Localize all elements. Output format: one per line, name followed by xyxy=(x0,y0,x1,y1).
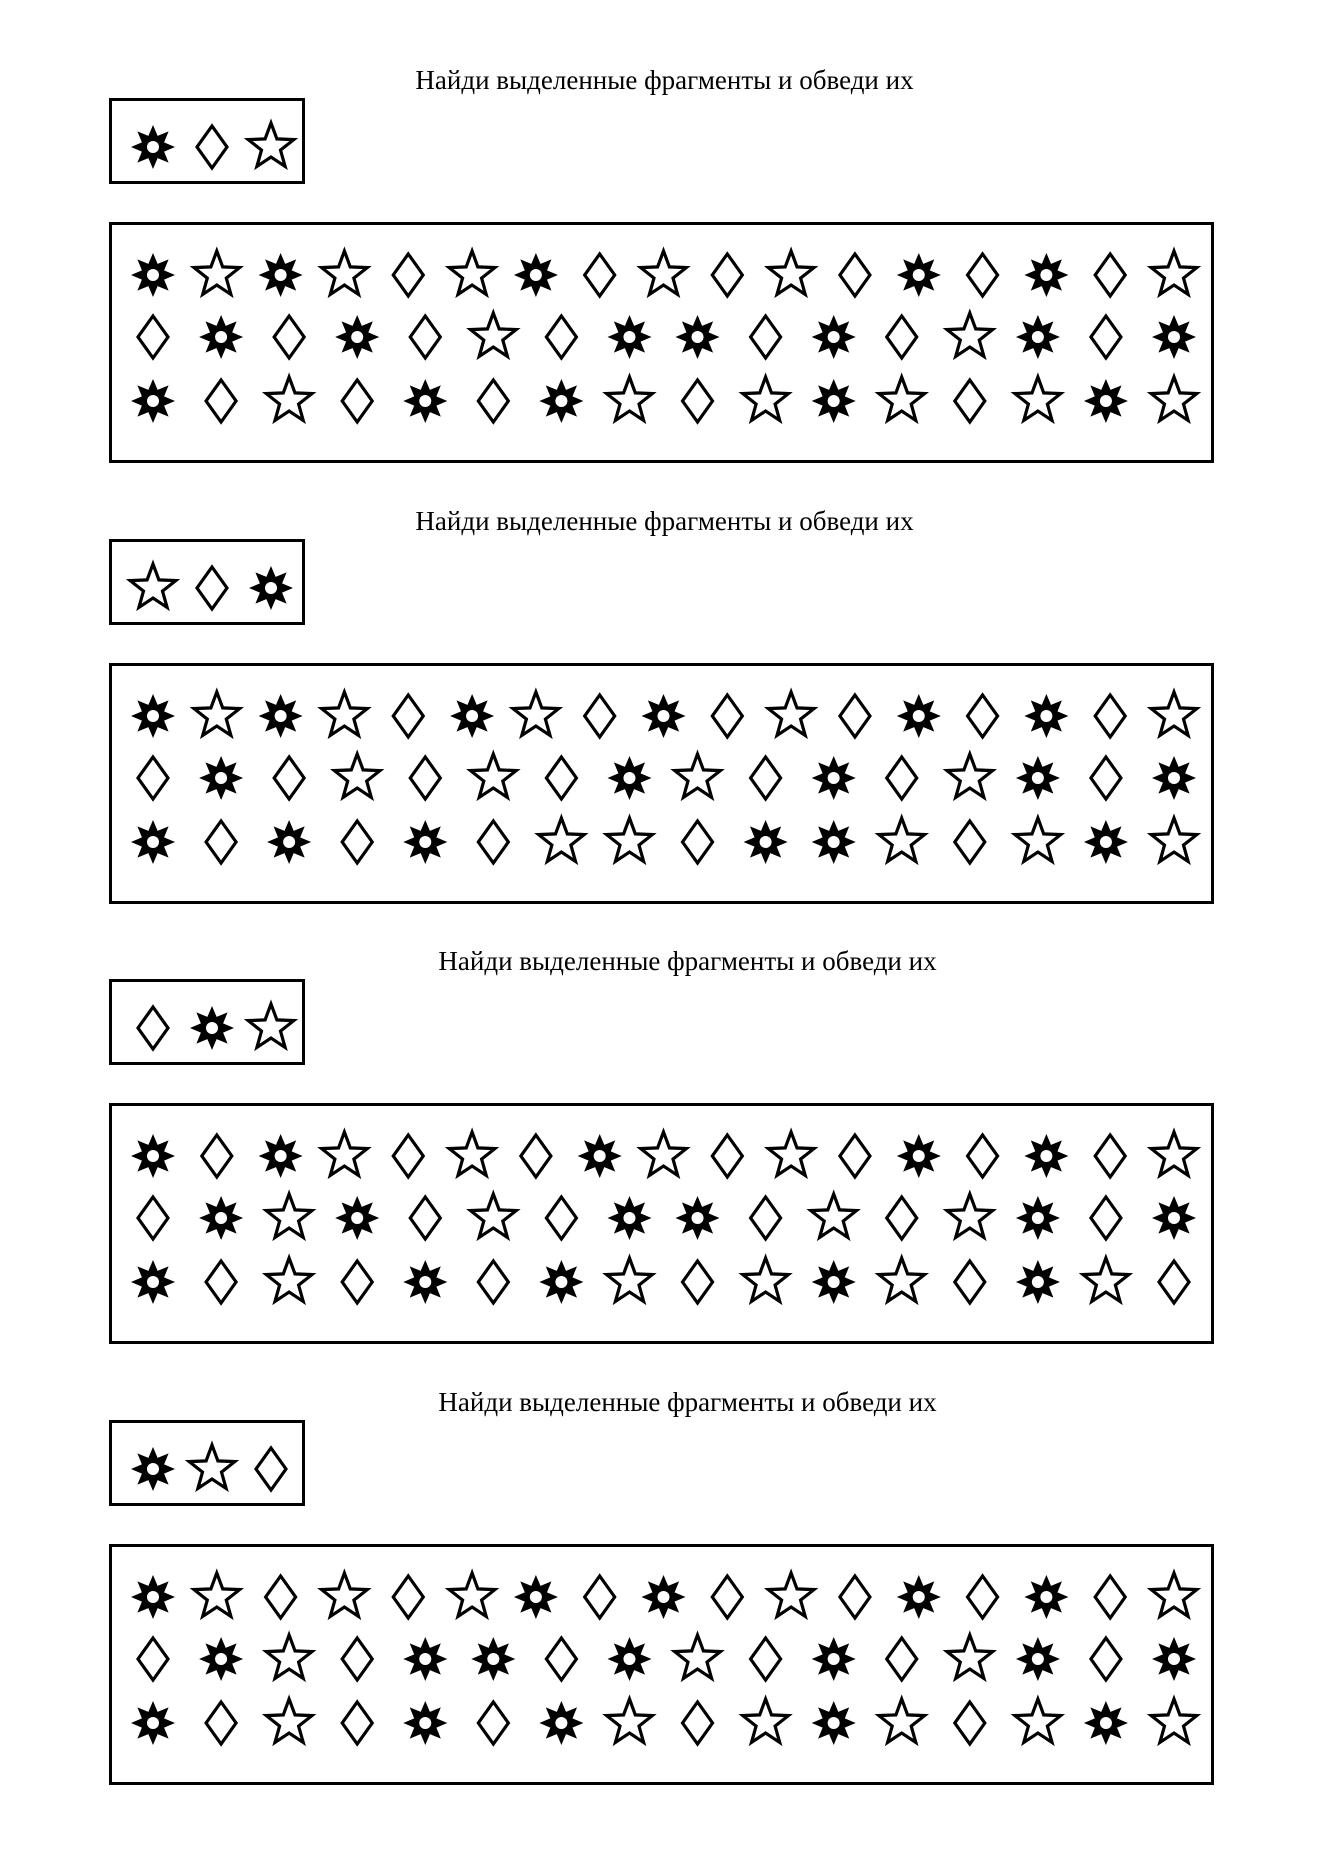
flower-icon xyxy=(744,820,788,864)
flower-icon xyxy=(897,253,941,297)
flower-icon xyxy=(514,1575,558,1619)
diamond-icon xyxy=(712,695,742,737)
diamond-icon xyxy=(1091,1197,1121,1239)
star-icon xyxy=(1015,818,1061,861)
flower-icon xyxy=(131,1260,175,1304)
flower-icon xyxy=(897,1575,941,1619)
diamond-icon xyxy=(1091,316,1121,358)
diamond-icon xyxy=(751,1638,781,1680)
diamond-icon xyxy=(197,567,227,609)
flower-icon xyxy=(335,1196,379,1240)
diamond-icon xyxy=(393,695,423,737)
exercise-symbols xyxy=(0,64,1329,504)
star-icon xyxy=(130,564,176,607)
star-icon xyxy=(248,123,294,166)
diamond-icon xyxy=(206,380,236,422)
flower-icon xyxy=(131,1701,175,1745)
flower-icon xyxy=(335,315,379,359)
exercise-title: Найди выделенные фрагменты и обведи их xyxy=(438,946,937,976)
star-icon xyxy=(1015,1699,1061,1742)
diamond-icon xyxy=(585,1576,615,1618)
exercise-title: Найди выделенные фрагменты и обведи их xyxy=(415,65,914,95)
diamond-icon xyxy=(521,1135,551,1177)
flower-icon xyxy=(403,820,447,864)
diamond-icon xyxy=(585,254,615,296)
flower-icon xyxy=(608,1196,652,1240)
star-icon xyxy=(194,692,240,735)
diamond-icon xyxy=(887,1197,917,1239)
diamond-icon xyxy=(342,1638,372,1680)
flower-icon xyxy=(897,694,941,738)
star-icon xyxy=(1083,1258,1129,1301)
diamond-icon xyxy=(712,1135,742,1177)
star-icon xyxy=(879,1699,925,1742)
flower-icon xyxy=(1016,1260,1060,1304)
flower-icon xyxy=(403,1260,447,1304)
flower-icon xyxy=(249,566,293,610)
exercise-symbols xyxy=(0,945,1329,1385)
flower-icon xyxy=(608,315,652,359)
flower-icon xyxy=(190,1006,234,1050)
flower-icon xyxy=(131,253,175,297)
diamond-icon xyxy=(751,757,781,799)
star-icon xyxy=(539,818,585,861)
diamond-icon xyxy=(546,1197,576,1239)
diamond-icon xyxy=(1091,1638,1121,1680)
diamond-icon xyxy=(266,1576,296,1618)
diamond-icon xyxy=(202,1135,232,1177)
diamond-icon xyxy=(410,1197,440,1239)
flower-icon xyxy=(131,820,175,864)
flower-icon xyxy=(812,820,856,864)
star-icon xyxy=(449,251,495,294)
diamond-icon xyxy=(138,757,168,799)
flower-icon xyxy=(642,1575,686,1619)
flower-icon xyxy=(1152,1637,1196,1681)
star-icon xyxy=(947,1194,993,1237)
star-icon xyxy=(641,251,687,294)
flower-icon xyxy=(1084,1701,1128,1745)
diamond-icon xyxy=(410,316,440,358)
diamond-icon xyxy=(1095,695,1125,737)
exercise-4 xyxy=(0,1386,1329,1826)
flower-icon xyxy=(514,253,558,297)
flower-icon xyxy=(578,1134,622,1178)
flower-icon xyxy=(1016,1196,1060,1240)
diamond-icon xyxy=(478,1702,508,1744)
diamond-icon xyxy=(683,380,713,422)
flower-icon xyxy=(1084,379,1128,423)
diamond-icon xyxy=(206,1702,236,1744)
diamond-icon xyxy=(683,821,713,863)
diamond-icon xyxy=(1091,757,1121,799)
diamond-icon xyxy=(478,1261,508,1303)
diamond-icon xyxy=(1095,254,1125,296)
star-icon xyxy=(449,1573,495,1616)
star-icon xyxy=(641,1132,687,1175)
flower-icon xyxy=(1016,315,1060,359)
flower-icon xyxy=(199,756,243,800)
flower-icon xyxy=(812,379,856,423)
star-icon xyxy=(322,1573,368,1616)
star-icon xyxy=(1151,251,1197,294)
diamond-icon xyxy=(751,1197,781,1239)
star-icon xyxy=(266,1258,312,1301)
star-icon xyxy=(266,1635,312,1678)
star-icon xyxy=(947,313,993,356)
diamond-icon xyxy=(968,254,998,296)
diamond-icon xyxy=(342,1702,372,1744)
star-icon xyxy=(879,818,925,861)
diamond-icon xyxy=(585,695,615,737)
diamond-icon xyxy=(206,821,236,863)
diamond-icon xyxy=(138,1007,168,1049)
flower-icon xyxy=(403,379,447,423)
flower-icon xyxy=(608,1637,652,1681)
star-icon xyxy=(322,251,368,294)
star-icon xyxy=(266,1194,312,1237)
flower-icon xyxy=(676,1196,720,1240)
flower-icon xyxy=(403,1701,447,1745)
flower-icon xyxy=(812,315,856,359)
flower-icon xyxy=(267,820,311,864)
flower-icon xyxy=(1024,694,1068,738)
diamond-icon xyxy=(206,1261,236,1303)
star-icon xyxy=(266,377,312,420)
flower-icon xyxy=(131,1575,175,1619)
star-icon xyxy=(743,377,789,420)
diamond-icon xyxy=(683,1702,713,1744)
diamond-icon xyxy=(410,757,440,799)
diamond-icon xyxy=(138,316,168,358)
star-icon xyxy=(194,1573,240,1616)
flower-icon xyxy=(539,1701,583,1745)
diamond-icon xyxy=(393,1135,423,1177)
flower-icon xyxy=(539,1260,583,1304)
star-icon xyxy=(947,754,993,797)
star-icon xyxy=(471,754,517,797)
diamond-icon xyxy=(546,757,576,799)
star-icon xyxy=(322,1132,368,1175)
star-icon xyxy=(189,1445,235,1488)
flower-icon xyxy=(259,253,303,297)
flower-icon xyxy=(812,756,856,800)
flower-icon xyxy=(403,1637,447,1681)
star-icon xyxy=(449,1132,495,1175)
diamond-icon xyxy=(840,1576,870,1618)
flower-icon xyxy=(812,1701,856,1745)
flower-icon xyxy=(1024,253,1068,297)
star-icon xyxy=(607,818,653,861)
flower-icon xyxy=(1084,820,1128,864)
diamond-icon xyxy=(887,757,917,799)
flower-icon xyxy=(812,1260,856,1304)
exercise-symbols xyxy=(0,505,1329,945)
diamond-icon xyxy=(955,380,985,422)
star-icon xyxy=(248,1004,294,1047)
flower-icon xyxy=(812,1637,856,1681)
star-icon xyxy=(675,1635,721,1678)
star-icon xyxy=(1151,1699,1197,1742)
exercise-1 xyxy=(0,64,1329,504)
exercise-title: Найди выделенные фрагменты и обведи их xyxy=(415,506,914,536)
star-icon xyxy=(322,692,368,735)
star-icon xyxy=(194,251,240,294)
diamond-icon xyxy=(393,1576,423,1618)
star-icon xyxy=(471,313,517,356)
star-icon xyxy=(743,1699,789,1742)
flower-icon xyxy=(676,315,720,359)
star-icon xyxy=(607,1699,653,1742)
flower-icon xyxy=(450,694,494,738)
star-icon xyxy=(1151,1132,1197,1175)
flower-icon xyxy=(199,1196,243,1240)
diamond-icon xyxy=(955,1261,985,1303)
diamond-icon xyxy=(256,1448,286,1490)
star-icon xyxy=(768,1132,814,1175)
flower-icon xyxy=(1024,1575,1068,1619)
diamond-icon xyxy=(478,821,508,863)
diamond-icon xyxy=(1159,1261,1189,1303)
flower-icon xyxy=(259,1134,303,1178)
diamond-icon xyxy=(546,316,576,358)
exercise-symbols xyxy=(0,1386,1329,1826)
exercise-3 xyxy=(0,945,1329,1385)
diamond-icon xyxy=(968,1135,998,1177)
diamond-icon xyxy=(840,1135,870,1177)
star-icon xyxy=(471,1194,517,1237)
exercise-title: Найди выделенные фрагменты и обведи их xyxy=(438,1387,937,1417)
star-icon xyxy=(743,1258,789,1301)
star-icon xyxy=(811,1194,857,1237)
diamond-icon xyxy=(274,757,304,799)
star-icon xyxy=(947,1635,993,1678)
flower-icon xyxy=(259,694,303,738)
flower-icon xyxy=(199,1637,243,1681)
flower-icon xyxy=(131,694,175,738)
diamond-icon xyxy=(683,1261,713,1303)
flower-icon xyxy=(1152,756,1196,800)
diamond-icon xyxy=(968,1576,998,1618)
diamond-icon xyxy=(546,1638,576,1680)
flower-icon xyxy=(608,756,652,800)
star-icon xyxy=(513,692,559,735)
diamond-icon xyxy=(1095,1576,1125,1618)
flower-icon xyxy=(1016,756,1060,800)
flower-icon xyxy=(131,379,175,423)
star-icon xyxy=(1151,818,1197,861)
star-icon xyxy=(879,377,925,420)
diamond-icon xyxy=(197,126,227,168)
diamond-icon xyxy=(955,821,985,863)
flower-icon xyxy=(897,1134,941,1178)
flower-icon xyxy=(539,379,583,423)
diamond-icon xyxy=(342,1261,372,1303)
diamond-icon xyxy=(478,380,508,422)
exercise-2 xyxy=(0,505,1329,945)
diamond-icon xyxy=(342,380,372,422)
flower-icon xyxy=(1152,315,1196,359)
diamond-icon xyxy=(955,1702,985,1744)
star-icon xyxy=(768,1573,814,1616)
flower-icon xyxy=(131,1447,175,1491)
star-icon xyxy=(768,251,814,294)
star-icon xyxy=(1151,692,1197,735)
flower-icon xyxy=(471,1637,515,1681)
star-icon xyxy=(607,377,653,420)
star-icon xyxy=(768,692,814,735)
diamond-icon xyxy=(393,254,423,296)
flower-icon xyxy=(1016,1637,1060,1681)
diamond-icon xyxy=(1095,1135,1125,1177)
diamond-icon xyxy=(840,695,870,737)
flower-icon xyxy=(131,1134,175,1178)
diamond-icon xyxy=(887,316,917,358)
diamond-icon xyxy=(887,1638,917,1680)
star-icon xyxy=(1151,377,1197,420)
flower-icon xyxy=(131,125,175,169)
star-icon xyxy=(879,1258,925,1301)
diamond-icon xyxy=(342,821,372,863)
diamond-icon xyxy=(968,695,998,737)
flower-icon xyxy=(642,694,686,738)
diamond-icon xyxy=(840,254,870,296)
diamond-icon xyxy=(138,1638,168,1680)
star-icon xyxy=(607,1258,653,1301)
diamond-icon xyxy=(712,1576,742,1618)
diamond-icon xyxy=(712,254,742,296)
star-icon xyxy=(334,754,380,797)
diamond-icon xyxy=(751,316,781,358)
flower-icon xyxy=(1024,1134,1068,1178)
star-icon xyxy=(266,1699,312,1742)
flower-icon xyxy=(1152,1196,1196,1240)
star-icon xyxy=(1015,377,1061,420)
flower-icon xyxy=(199,315,243,359)
diamond-icon xyxy=(138,1197,168,1239)
diamond-icon xyxy=(274,316,304,358)
star-icon xyxy=(1151,1573,1197,1616)
star-icon xyxy=(675,754,721,797)
